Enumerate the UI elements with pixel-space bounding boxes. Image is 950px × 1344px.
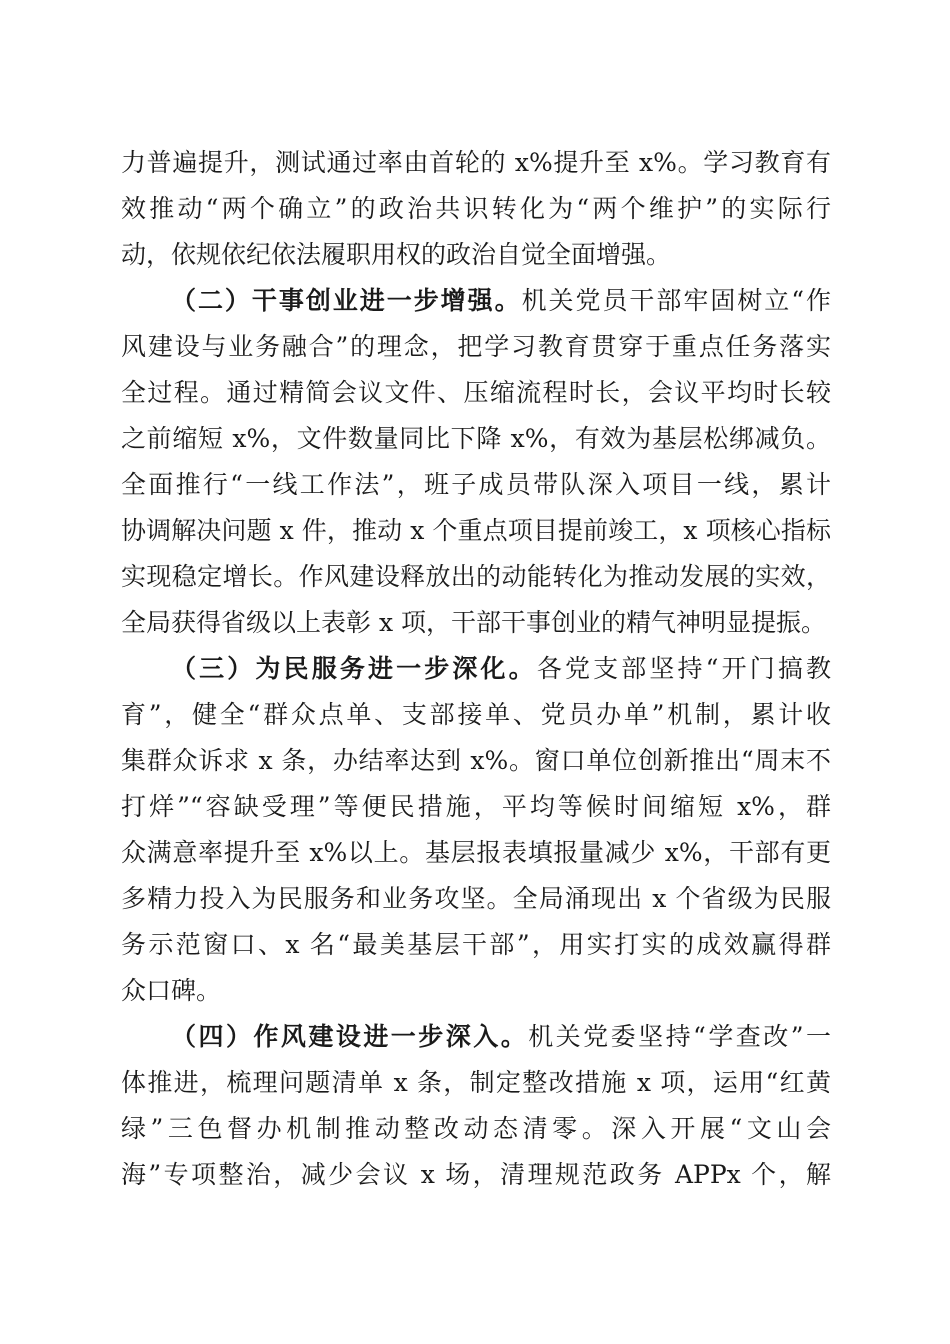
paragraph-4-first-line-text: 机关党委坚持“学查改”一 <box>528 1022 832 1051</box>
paragraph-1-line-2: 效推动“两个确立”的政治共识转化为“两个维护”的实际行 <box>121 194 831 223</box>
paragraph-4-line-1 <box>171 1014 831 1060</box>
paragraph-3-line-8: 众口碑。 <box>121 976 222 1005</box>
paragraph-3-line-6: 多精力投入为民服务和业务攻坚。全局涌现出 x 个省级为民服 <box>121 884 831 913</box>
paragraph-2-line-7: 实现稳定增长。作风建设释放出的动能转化为推动发展的实效， <box>121 562 831 591</box>
paragraph-2-line-5: 全面推行“一线工作法”，班子成员带队深入项目一线，累计 <box>121 470 831 499</box>
paragraph-3-line-3: 集群众诉求 x 条，办结率达到 x%。窗口单位创新推出“周末不 <box>121 746 831 775</box>
section-heading-4: （四）作风建设进一步深入。 <box>171 1022 529 1051</box>
section-heading-2: （二）干事创业进一步增强。 <box>171 286 522 315</box>
paragraph-2-line-6: 协调解决问题 x 件，推动 x 个重点项目提前竣工，x 项核心指标 <box>121 516 831 545</box>
paragraph-3-line-4: 打烊”“容缺受理”等便民措施，平均等候时间缩短 x%，群 <box>121 792 831 821</box>
paragraph-3-line-5: 众满意率提升至 x%以上。基层报表填报量减少 x%，干部有更 <box>121 838 831 867</box>
paragraph-2-line-2: 风建设与业务融合”的理念，把学习教育贯穿于重点任务落实 <box>121 332 831 361</box>
paragraph-3-first-line-text: 各党支部坚持“开门搞教 <box>536 654 831 683</box>
paragraph-2-line-4: 之前缩短 x%，文件数量同比下降 x%，有效为基层松绑减负。 <box>121 424 831 453</box>
paragraph-4-line-3: 绿”三色督办机制推动整改动态清零。深入开展“文山会 <box>121 1114 831 1143</box>
paragraph-2-first-line-text: 机关党员干部牢固树立“作 <box>521 286 831 315</box>
paragraph-4-line-4: 海”专项整治，减少会议 x 场，清理规范政务 APPx 个，解 <box>121 1160 831 1189</box>
section-heading-3: （三）为民服务进一步深化。 <box>171 654 537 683</box>
paragraph-4-line-2: 体推进，梳理问题清单 x 条，制定整改措施 x 项，运用“红黄 <box>121 1068 831 1097</box>
paragraph-3-line-1 <box>171 646 831 692</box>
paragraph-1-line-3: 动，依规依纪依法履职用权的政治自觉全面增强。 <box>121 240 672 269</box>
paragraph-3-line-2: 育”，健全“群众点单、支部接单、党员办单”机制，累计收 <box>121 700 831 729</box>
paragraph-1-line-1: 力普遍提升，测试通过率由首轮的 x%提升至 x%。学习教育有 <box>121 148 831 177</box>
paragraph-3-line-7: 务示范窗口、x 名“最美基层干部”，用实打实的成效赢得群 <box>121 930 831 959</box>
paragraph-2-line-8: 全局获得省级以上表彰 x 项，干部干事创业的精气神明显提振。 <box>121 608 826 637</box>
paragraph-2-line-3: 全过程。通过精简会议文件、压缩流程时长，会议平均时长较 <box>121 378 831 407</box>
paragraph-2-line-1 <box>171 278 831 324</box>
